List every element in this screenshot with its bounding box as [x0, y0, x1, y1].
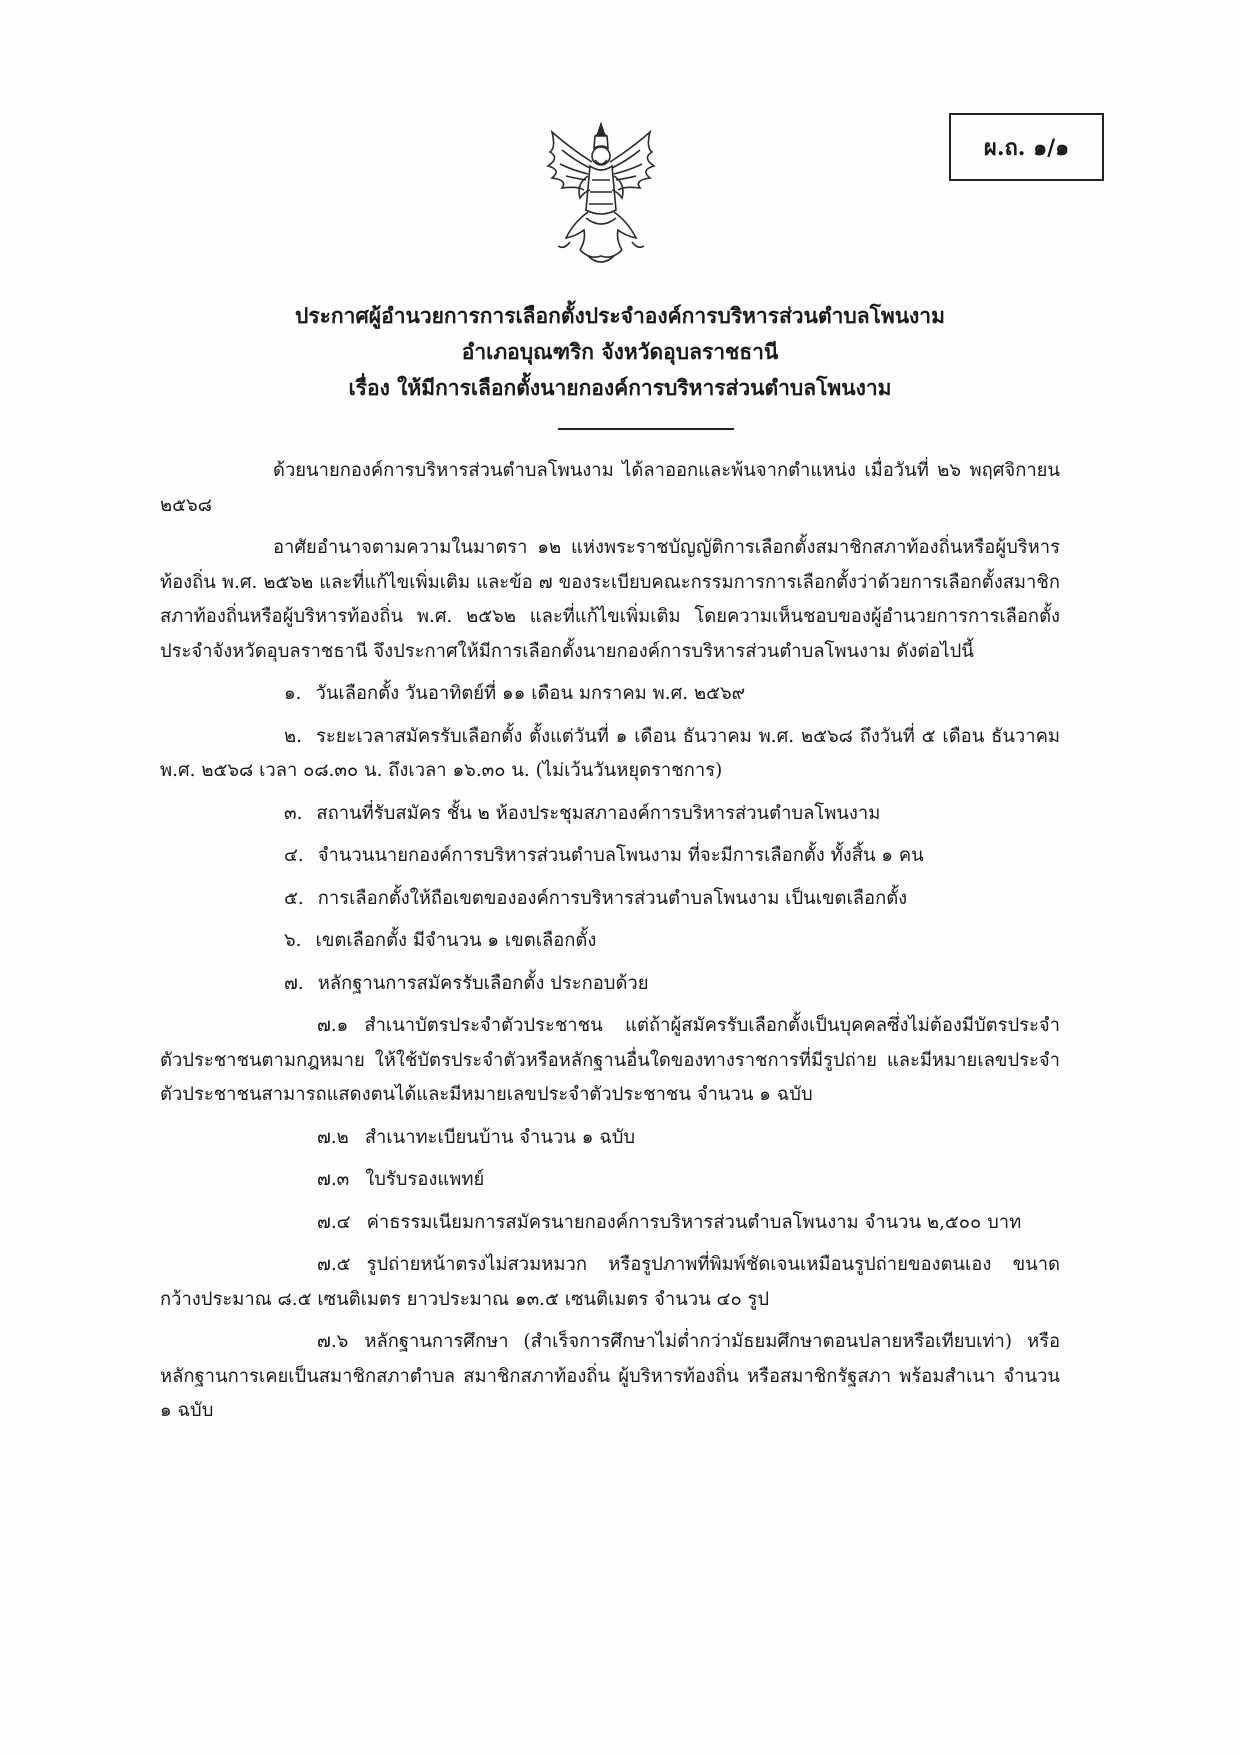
header-title: ประกาศผู้อำนวยการการเลือกตั้งประจำองค์การบริหารส่วนตำบลโพนงาม	[295, 303, 945, 328]
list-item-number: ๑.	[284, 683, 302, 704]
list-item-number: ๗.	[284, 972, 304, 994]
list-item-text: วันเลือกตั้ง วันอาทิตย์ที่ ๑๑ เดือน มกราคม พ.ศ. ๒๕๖๙	[315, 683, 746, 704]
form-code: ผ.ถ. ๑/๑	[983, 134, 1070, 161]
sub-item-number: ๗.๓	[317, 1169, 350, 1190]
sub-item-number: ๗.๕	[317, 1254, 351, 1275]
list-item-1	[160, 677, 1060, 712]
sub-item-7-1	[160, 1009, 1060, 1113]
announcement-body	[160, 454, 1060, 1437]
list-item-2	[160, 720, 1060, 789]
sub-item-number: ๗.๑	[317, 1015, 349, 1036]
header-divider	[558, 428, 734, 430]
header-subject: เรื่อง ให้มีการเลือกตั้งนายกองค์การบริหารส่วนตำบลโพนงาม	[348, 375, 892, 400]
list-item-number: ๒.	[284, 725, 302, 747]
announcement-header	[0, 298, 1240, 406]
sub-item-7-5	[160, 1248, 1060, 1317]
sub-item-number: ๗.๔	[317, 1211, 351, 1233]
sub-item-7-6	[160, 1325, 1060, 1429]
paragraph-1: ด้วยนายกองค์การบริหารส่วนตำบลโพนงาม ได้ลาออกและพ้นจากตำแหน่ง เมื่อวันที่ ๒๖ พฤศจิกายน ๒๕๖๘	[160, 460, 1060, 516]
sub-item-7-2	[160, 1121, 1060, 1156]
list-item-number: ๔.	[284, 845, 304, 866]
list-item-text: การเลือกตั้งให้ถือเขตขององค์การบริหารส่วนตำบลโพนงาม เป็นเขตเลือกตั้ง	[317, 887, 908, 909]
list-item-number: ๖.	[284, 930, 302, 951]
sub-item-number: ๗.๖	[317, 1331, 349, 1352]
list-item-7	[160, 967, 1060, 1002]
list-item-5	[160, 882, 1060, 917]
header-district: อำเภอบุณฑริก จังหวัดอุบลราชธานี	[461, 339, 779, 364]
list-item-4	[160, 839, 1060, 874]
list-item-6	[160, 924, 1060, 959]
list-item-number: ๓.	[284, 802, 303, 824]
list-item-number: ๕.	[284, 887, 304, 909]
sub-item-number: ๗.๒	[317, 1126, 349, 1148]
sub-item-text: สำเนาบัตรประจำตัวประชาชน แต่ถ้าผู้สมัครรับเลือกตั้งเป็นบุคคลซึ่งไม่ต้องมีบัตรประจำตัวประชาชนตามกฎหมาย ให้ใช้บัตรประจำตัวหรือหลักฐานอื่นใดของทางราชการที่มีรูปถ่าย และมีหมายเลขประจำตัวประชาชนสามารถแสดงตนได้และมีหมายเลขประจำตัวประชาชน จำนวน ๑ ฉบับ	[160, 1015, 1060, 1105]
sub-item-7-4	[160, 1206, 1060, 1241]
sub-item-text: ค่าธรรมเนียมการสมัครนายกองค์การบริหารส่วนตำบลโพนงาม จำนวน ๒,๕๐๐ บาท	[366, 1211, 1022, 1233]
list-item-text: หลักฐานการสมัครรับเลือกตั้ง ประกอบด้วย	[317, 972, 649, 994]
form-code-box	[949, 113, 1104, 181]
sub-item-text: ใบรับรองแพทย์	[365, 1169, 485, 1190]
list-item-3	[160, 797, 1060, 832]
list-item-text: สถานที่รับสมัคร ชั้น ๒ ห้องประชุมสภาองค์การบริหารส่วนตำบลโพนงาม	[316, 802, 881, 824]
garuda-emblem-icon	[540, 118, 662, 270]
list-item-text: จำนวนนายกองค์การบริหารส่วนตำบลโพนงาม ที่จะมีการเลือกตั้ง ทั้งสิ้น ๑ คน	[317, 845, 924, 866]
list-item-text: เขตเลือกตั้ง มีจำนวน ๑ เขตเลือกตั้ง	[315, 930, 597, 951]
sub-item-text: สำเนาทะเบียนบ้าน จำนวน ๑ ฉบับ	[364, 1126, 636, 1148]
sub-item-7-3	[160, 1163, 1060, 1198]
sub-item-text: รูปถ่ายหน้าตรงไม่สวมหมวก หรือรูปภาพที่พิมพ์ชัดเจนเหมือนรูปถ่ายของตนเอง ขนาดกว้างประมาณ ๘.๕ เซนติเมตร ยาวประมาณ ๑๓.๕ เซนติเมตร จำนวน ๔๐ รูป	[160, 1254, 1060, 1310]
list-item-text: ระยะเวลาสมัครรับเลือกตั้ง ตั้งแต่วันที่ ๑ เดือน ธันวาคม พ.ศ. ๒๕๖๘ ถึงวันที่ ๕ เดือน ธันวาคม พ.ศ. ๒๕๖๘ เวลา ๐๘.๓๐ น. ถึงเวลา ๑๖.๓๐ น. (ไม่เว้นวันหยุดราชการ)	[160, 725, 1060, 781]
paragraph-2: อาศัยอำนาจตามความในมาตรา ๑๒ แห่งพระราชบัญญัติการเลือกตั้งสมาชิกสภาท้องถิ่นหรือผู้บริหารท้องถิ่น พ.ศ. ๒๕๖๒ และที่แก้ไขเพิ่มเติม และข้อ ๗ ของระเบียบคณะกรรมการการเลือกตั้งว่าด้วยการเลือกตั้งสมาชิกสภาท้องถิ่นหรือผู้บริหารท้องถิ่น พ.ศ. ๒๕๖๒ และที่แก้ไขเพิ่มเติม โดยความเห็นชอบของผู้อำนวยการการเลือกตั้งประจำจังหวัดอุบลราชธานี จึงประกาศให้มีการเลือกตั้งนายกองค์การบริหารส่วนตำบลโพนงาม ดังต่อไปนี้	[160, 537, 1060, 662]
sub-item-text: หลักฐานการศึกษา (สำเร็จการศึกษาไม่ต่ำกว่ามัธยมศึกษาตอนปลายหรือเทียบเท่า) หรือหลักฐานการเคยเป็นสมาชิกสภาตำบล สมาชิกสภาท้องถิ่น ผู้บริหารท้องถิ่น หรือสมาชิกรัฐสภา พร้อมสำเนา จำนวน ๑ ฉบับ	[160, 1331, 1060, 1421]
